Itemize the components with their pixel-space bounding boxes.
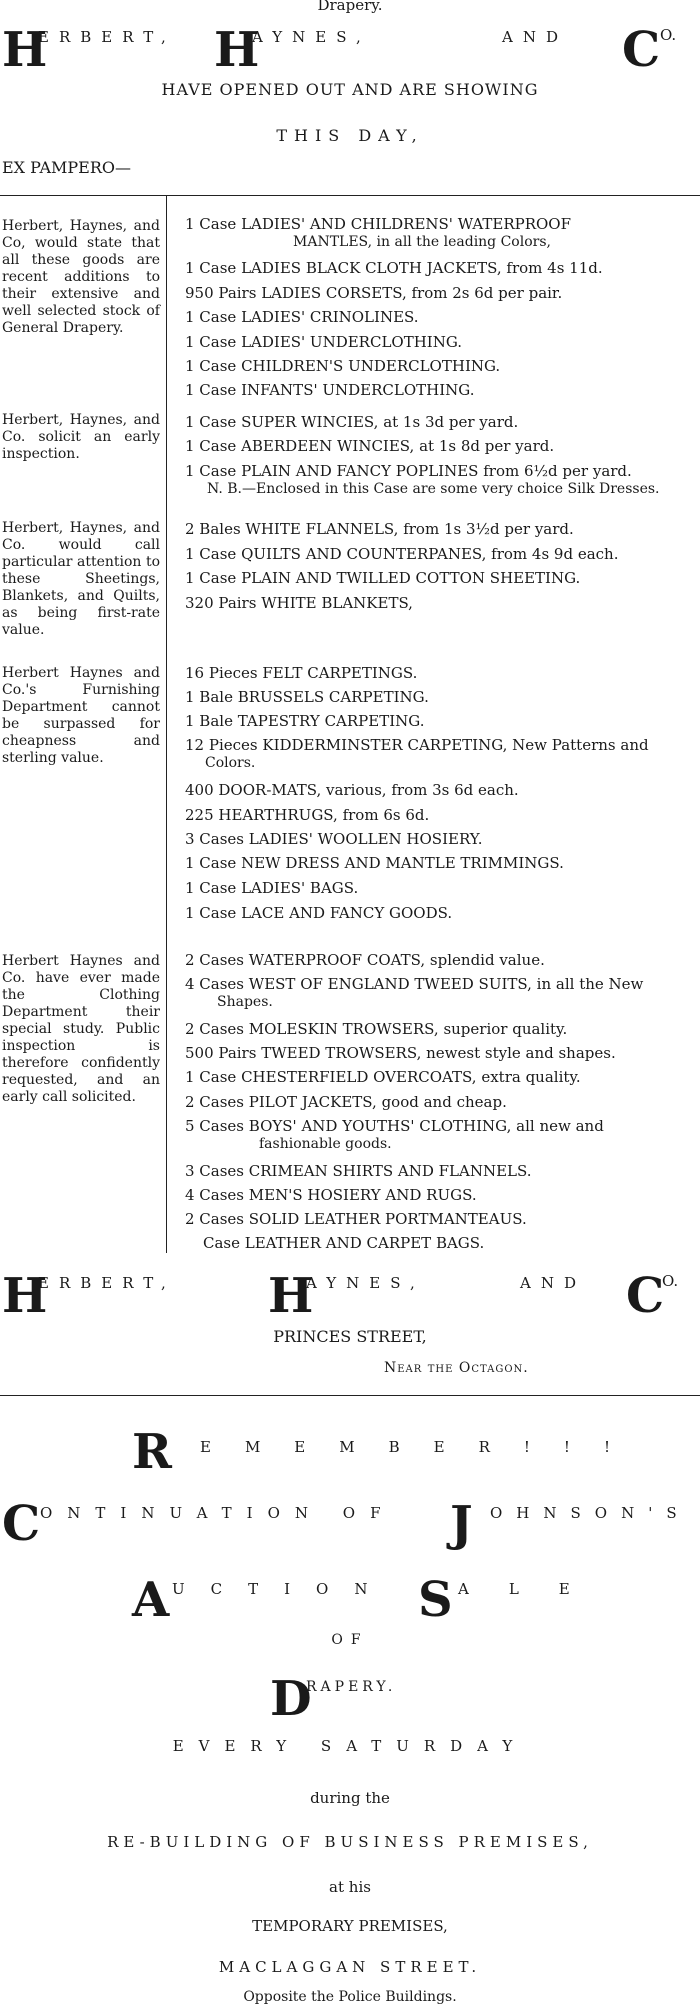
at-his: at his bbox=[329, 1878, 371, 1896]
list-item: 1 Case PLAIN AND FANCY POPLINES from 6½d per yard. N. B.—Enclosed in this Case are some very choice Silk Dresses. bbox=[185, 462, 660, 497]
section-rule bbox=[0, 1395, 700, 1396]
initial-s: S bbox=[418, 1572, 453, 1628]
list-item: Case LEATHER AND CARPET BAGS. bbox=[203, 1234, 485, 1252]
list-item: 16 Pieces FELT CARPETINGS. bbox=[185, 664, 418, 682]
list-item: 1 Bale TAPESTRY CARPETING. bbox=[185, 712, 425, 730]
list-item: 1 Case CHESTERFIELD OVERCOATS, extra quality. bbox=[185, 1068, 581, 1086]
firm-initial-c: C bbox=[622, 22, 661, 78]
footer-near: Near the Octagon. bbox=[384, 1360, 529, 1376]
list-item: 1 Case QUILTS AND COUNTERPANES, from 4s 9d each. bbox=[185, 545, 619, 563]
list-item: 320 Pairs WHITE BLANKETS, bbox=[185, 594, 413, 612]
column-divider bbox=[166, 196, 167, 1253]
announcement-line-2: THIS DAY, bbox=[276, 126, 424, 145]
firm-name-haynes: AYNES, bbox=[252, 28, 371, 46]
list-item: 2 Bales WHITE FLANNELS, from 1s 3½d per yard. bbox=[185, 520, 574, 538]
list-item: 1 Case PLAIN AND TWILLED COTTON SHEETING. bbox=[185, 569, 581, 587]
section-2-note: Herbert, Haynes, and Co. solicit an early inspection. bbox=[2, 412, 160, 462]
list-item: 1 Case NEW DRESS AND MANTLE TRIMMINGS. bbox=[185, 854, 564, 872]
every-saturday: EVERY SATURDAY bbox=[172, 1737, 528, 1755]
firm-name-co: O. bbox=[662, 1272, 679, 1290]
initial-d: D bbox=[270, 1671, 312, 1727]
firm-name-co: O. bbox=[660, 26, 677, 44]
list-item: 500 Pairs TWEED TROWSERS, newest style and shapes. bbox=[185, 1044, 616, 1062]
initial-c: C bbox=[2, 1496, 41, 1552]
list-item: 1 Case INFANTS' UNDERCLOTHING. bbox=[185, 381, 475, 399]
auction-rest: UCTION bbox=[172, 1580, 394, 1598]
firm-name-and: AND bbox=[520, 1274, 586, 1292]
section-5-note: Herbert Haynes and Co. have ever made the Clothing Department their special study. Public inspection is therefore confidently requested, and an early call solicited. bbox=[2, 953, 160, 1105]
list-item: 400 DOOR-MATS, various, from 3s 6d each. bbox=[185, 781, 519, 799]
list-item: 950 Pairs LADIES CORSETS, from 2s 6d per pair. bbox=[185, 284, 563, 302]
temporary-premises: TEMPORARY PREMISES, bbox=[252, 1917, 448, 1935]
list-item: 1 Case LADIES BLACK CLOTH JACKETS, from 4s 11d. bbox=[185, 259, 603, 277]
top-rule bbox=[0, 195, 700, 196]
list-item: 4 Cases MEN'S HOSIERY AND RUGS. bbox=[185, 1186, 477, 1204]
list-item: 2 Cases SOLID LEATHER PORTMANTEAUS. bbox=[185, 1210, 527, 1228]
list-item: 5 Cases BOYS' AND YOUTHS' CLOTHING, all new and fashionable goods. bbox=[185, 1117, 604, 1152]
list-item: 1 Case ABERDEEN WINCIES, at 1s 8d per yard. bbox=[185, 437, 555, 455]
initial-r: R bbox=[132, 1424, 172, 1480]
johnsons-rest: OHNSON'S bbox=[490, 1504, 691, 1522]
list-item: 1 Bale BRUSSELS CARPETING. bbox=[185, 688, 429, 706]
firm-initial-h1: H bbox=[2, 22, 48, 78]
list-item: 12 Pieces KIDDERMINSTER CARPETING, New Patterns and Colors. bbox=[185, 736, 649, 771]
firm-name-herbert: ERBERT, bbox=[38, 1274, 176, 1292]
list-item: 1 Case LADIES' CRINOLINES. bbox=[185, 308, 419, 326]
sale-rest: ALE bbox=[458, 1580, 610, 1598]
list-item: 2 Cases PILOT JACKETS, good and cheap. bbox=[185, 1093, 507, 1111]
list-item: 1 Case LADIES' BAGS. bbox=[185, 879, 359, 897]
list-item: 1 Case LACE AND FANCY GOODS. bbox=[185, 904, 453, 922]
list-item: 2 Cases WATERPROOF COATS, splendid value. bbox=[185, 951, 545, 969]
maclaggan-street: MACLAGGAN STREET. bbox=[218, 1958, 482, 1976]
announcement-line-1: HAVE OPENED OUT AND ARE SHOWING bbox=[161, 80, 539, 99]
firm-name-and: AND bbox=[502, 28, 568, 46]
continuation-rest: ONTINUATION OF bbox=[40, 1504, 396, 1522]
opposite-police: Opposite the Police Buildings. bbox=[243, 1989, 457, 2005]
list-item: 1 Case CHILDREN'S UNDERCLOTHING. bbox=[185, 357, 501, 375]
firm-initial-c: C bbox=[626, 1268, 665, 1324]
firm-name-herbert: ERBERT, bbox=[38, 28, 176, 46]
list-item: 1 Case SUPER WINCIES, at 1s 3d per yard. bbox=[185, 413, 519, 431]
firm-initial-h2: H bbox=[214, 22, 260, 78]
during-the: during the bbox=[310, 1789, 390, 1807]
rebuilding-line: RE-BUILDING OF BUSINESS PREMISES, bbox=[107, 1833, 593, 1851]
footer-street: PRINCES STREET, bbox=[273, 1327, 427, 1346]
firm-initial-h1: H bbox=[2, 1268, 48, 1324]
initial-j: J bbox=[450, 1496, 473, 1552]
list-item: 3 Cases LADIES' WOOLLEN HOSIERY. bbox=[185, 830, 483, 848]
firm-name-haynes: AYNES, bbox=[306, 1274, 425, 1292]
list-item: 1 Case LADIES' UNDERCLOTHING. bbox=[185, 333, 463, 351]
section-1-note: Herbert, Haynes, and Co, would state that all these goods are recent additions to their extensive and well selected stock of General Drapery. bbox=[2, 218, 160, 336]
of-line: OF bbox=[331, 1632, 369, 1648]
section-4-note: Herbert Haynes and Co.'s Furnishing Department cannot be surpassed for cheapness and sterling value. bbox=[2, 665, 160, 766]
drapery-rest: RAPERY. bbox=[306, 1679, 397, 1695]
list-item: 2 Cases MOLESKIN TROWSERS, superior quality. bbox=[185, 1020, 568, 1038]
firm-initial-h2: H bbox=[268, 1268, 314, 1324]
list-item: 1 Case LADIES' AND CHILDRENS' WATERPROOF MANTLES, in all the leading Colors, bbox=[185, 215, 572, 250]
remember-rest: EMEMBER!!! bbox=[200, 1438, 644, 1456]
column-heading: Drapery. bbox=[317, 0, 383, 14]
list-item: 225 HEARTHRUGS, from 6s 6d. bbox=[185, 806, 430, 824]
list-item: 3 Cases CRIMEAN SHIRTS AND FLANNELS. bbox=[185, 1162, 532, 1180]
ship-name: EX PAMPERO— bbox=[2, 158, 131, 177]
section-3-note: Herbert, Haynes, and Co. would call particular attention to these Sheetings, Blankets, and Quilts, as being first-rate value. bbox=[2, 520, 160, 638]
list-item: 4 Cases WEST OF ENGLAND TWEED SUITS, in all the New Shapes. bbox=[185, 975, 644, 1010]
initial-a: A bbox=[132, 1572, 170, 1628]
